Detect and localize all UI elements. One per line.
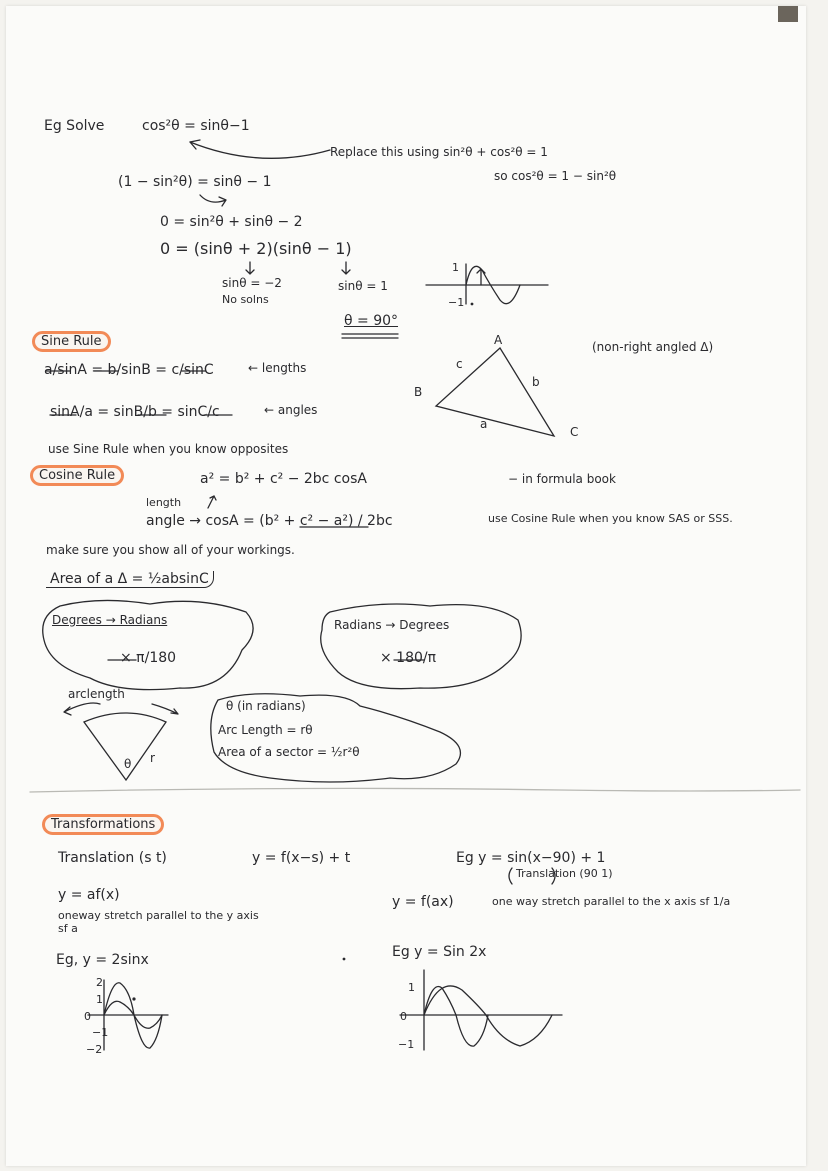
so-note: so cos²θ = 1 − sin²θ xyxy=(494,169,617,183)
sector-r-label: r xyxy=(150,751,155,765)
vertex-a: A xyxy=(494,333,503,347)
solve-step-1: (1 − sin²θ) = sinθ − 1 xyxy=(118,174,272,190)
vertex-c: C xyxy=(570,425,579,439)
transformations-heading: Transformations xyxy=(42,814,164,835)
root-1: sinθ = −2 xyxy=(222,276,282,290)
binder-edge xyxy=(778,6,798,22)
lengths-note: ← lengths xyxy=(248,361,307,375)
solve-step-2: 0 = sin²θ + sinθ − 2 xyxy=(160,214,303,230)
sine-graph-tick-pos: 1 xyxy=(452,261,459,274)
translation-example: Eg y = sin(x−90) + 1 xyxy=(456,850,606,866)
rad-to-deg-value: × 180/π xyxy=(380,650,437,666)
sine-rule-angles-formula: sinA/a = sinB/b = sinC/c xyxy=(50,404,220,420)
rad-to-deg-title: Radians → Degrees xyxy=(334,618,450,632)
area-formula: Area of a Δ = ½absinC xyxy=(46,571,214,588)
deg-to-rad-value: × π/180 xyxy=(120,650,177,666)
angles-note: ← angles xyxy=(264,403,318,417)
graph2-tick: −1 xyxy=(398,1038,415,1051)
arc-length-formula: Arc Length = rθ xyxy=(218,723,313,737)
sine-graph-tick-neg: −1 xyxy=(448,296,465,309)
cosine-rule-formula: a² = b² + c² − 2bc cosA xyxy=(200,471,367,487)
cosine-rule-heading: Cosine Rule xyxy=(30,465,124,486)
graph1-tick: −2 xyxy=(86,1043,103,1056)
cosine-rule-usage: use Cosine Rule when you know SAS or SSS. xyxy=(488,512,733,525)
vertex-b: B xyxy=(414,385,423,399)
sine-rule-heading: Sine Rule xyxy=(32,331,111,352)
stretch-y-example: Eg, y = 2sinx xyxy=(56,952,149,968)
deg-to-rad-title: Degrees → Radians xyxy=(52,613,168,627)
side-a: a xyxy=(480,417,488,431)
side-b: b xyxy=(532,375,540,389)
cosine-angle-formula: angle → cosA = (b² + c² − a²) / 2bc xyxy=(146,513,393,529)
graph1-tick: −1 xyxy=(92,1026,109,1039)
sine-rule-lengths-formula: a/sinA = b/sinB = c/sinC xyxy=(44,362,214,378)
graph1-tick: 0 xyxy=(84,1010,91,1023)
replace-note: Replace this using sin²θ + cos²θ = 1 xyxy=(330,145,548,159)
root-1-note: No solns xyxy=(222,293,269,306)
stretch-x-formula: y = f(ax) xyxy=(392,894,454,910)
sector-theta-label: θ xyxy=(124,757,132,771)
eg-solve-intro: Eg Solve xyxy=(44,118,105,134)
length-label: length xyxy=(146,496,182,509)
sector-theta-note: θ (in radians) xyxy=(226,699,306,713)
graph2-tick: 1 xyxy=(408,981,415,994)
answer: θ = 90° xyxy=(344,313,399,329)
graph2-tick: 0 xyxy=(400,1010,407,1023)
stretch-y-formula: y = af(x) xyxy=(58,887,120,903)
root-2: sinθ = 1 xyxy=(338,279,388,293)
workings-note: make sure you show all of your workings. xyxy=(46,543,295,557)
stretch-x-desc: one way stretch parallel to the x axis sf 1/a xyxy=(492,895,731,908)
stretch-x-example: Eg y = Sin 2x xyxy=(392,944,487,960)
graph1-tick: 1 xyxy=(96,993,103,1006)
side-c: c xyxy=(456,357,463,371)
eg-solve-equation: cos²θ = sinθ−1 xyxy=(142,118,250,134)
arc-length-label: arclength xyxy=(68,687,125,701)
solve-step-3: 0 = (sinθ + 2)(sinθ − 1) xyxy=(160,239,352,258)
stretch-y-desc: oneway stretch parallel to the y axis sf a xyxy=(58,909,259,935)
formula-book-note: − in formula book xyxy=(508,472,616,486)
triangle-note: (non-right angled Δ) xyxy=(592,340,714,354)
sector-area-formula: Area of a sector = ½r²θ xyxy=(218,745,360,759)
graph1-tick: 2 xyxy=(96,976,103,989)
translation-label: Translation (s t) xyxy=(58,850,167,866)
translation-formula: y = f(x−s) + t xyxy=(252,850,351,866)
sine-rule-usage: use Sine Rule when you know opposites xyxy=(48,442,289,456)
translation-vector: Translation (90 1) xyxy=(516,867,613,880)
